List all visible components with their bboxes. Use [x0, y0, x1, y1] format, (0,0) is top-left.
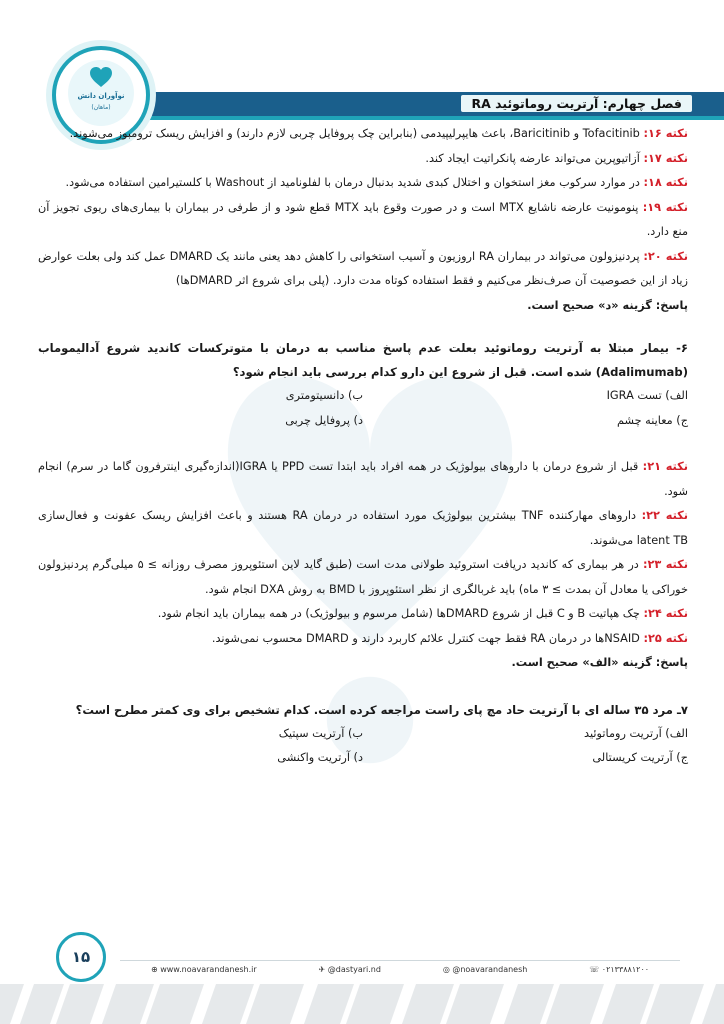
footer-contacts [120, 960, 680, 977]
option-a: الف) تست IGRA [606, 389, 688, 402]
note-text: پردنیزولون می‌تواند در بیماران RA اروزیون و آسیب استخوانی را کاهش دهد یعنی مانند یک DMARD عمل کند ولی بعلت عوارض زیاد از این خصوصیت آن صرف‌نظر می‌کنیم و فقط استفاده کوتاه مدت دارد. (پلی برای شروع اثر DMARDها) [38, 249, 688, 287]
note-label: نکته ۱۶: [643, 127, 688, 140]
question-7: ۷ـ مرد ۳۵ ساله ای با آرتریت حاد مچ پای راست مراجعه کرده است. کدام تشخیص برای وی کمتر مطرح است؟ [75, 702, 688, 717]
heart-logo-icon [89, 66, 113, 88]
note-text: در موارد سرکوب مغز استخوان و اختلال کبدی شدید بدنبال درمان با لفلوناميد از Washout با کلستیرامین استفاده می‌شود. [65, 176, 644, 189]
answer-text: پاسخ: گزینه «الف» صحیح است. [511, 656, 688, 669]
option-b: ب) آرتریت سپتیک [278, 726, 363, 740]
note-text: قبل از شروع درمان با داروهای بیولوژیک در همه افراد باید ابتدا تست PPD یا IGRA(اندازه‌گیری اینترفرون گاما در سرم) انجام شود. [38, 460, 688, 498]
note-text: پنومونیت عارضه ناشایع MTX است و در صورت وقوع باید MTX قطع شود و از طرفی در بیماران با بیماری‌های ریوی تجویز آن منع دارد. [38, 200, 688, 238]
telegram-link[interactable]: ✈ @dastyari.nd [318, 964, 381, 974]
note-23 [38, 553, 688, 602]
page-content [38, 122, 688, 771]
note-label: نکته ۲۵: [643, 631, 688, 645]
logo-text: نوآوران دانش [77, 92, 125, 100]
note-16 [38, 122, 688, 147]
note-text: داروهای مهارکننده TNF بیشترین بیولوژیک مورد استفاده در درمان RA هستند و باعث افزایش ریسک عفونت و فعال‌سازی latent TB می‌شوند. [38, 509, 688, 547]
note-label: نکته ۲۴: [643, 607, 688, 620]
phone-link[interactable]: ☏ ۰۲۱۳۳۸۸۱۲۰۰ [589, 964, 650, 974]
website-text: www.noavarandanesh.ir [160, 964, 257, 974]
note-text: آزاتیوپرین می‌تواند عارضه پانکراتیت ایجاد کند. [425, 151, 644, 165]
footer-decoration [0, 984, 724, 1024]
question-6-options [38, 384, 688, 433]
option-c: ج) معاینه چشم [616, 413, 688, 427]
website-link[interactable]: ⊕ www.noavarandanesh.ir [150, 964, 257, 974]
note-18 [38, 171, 688, 196]
option-d: د) پروفایل چربی [285, 413, 363, 427]
note-17 [38, 147, 688, 172]
note-21 [38, 455, 688, 504]
page-number: ۱۵ [56, 932, 106, 982]
note-label: نکته ۲۲: [641, 509, 688, 522]
instagram-text: @noavarandanesh [452, 964, 528, 974]
instagram-link[interactable]: ◎ @noavarandanesh [442, 964, 528, 974]
answer-text: پاسخ: گزینه «د» صحیح است. [527, 298, 688, 312]
page-header [0, 0, 724, 120]
note-label: نکته ۱۷: [643, 151, 688, 165]
note-22 [38, 504, 688, 553]
header-accent-line [150, 116, 724, 120]
question-6: ۶- بیمار مبتلا به آرتریت روماتوئید بعلت عدم پاسخ مناسب به درمان با متوترکسات کاندید شروع آدالیموماب (Adalimumab) شده است. قبل از شروع این دارو کدام بررسی باید انجام شود؟ [38, 341, 688, 379]
option-d: د) آرتریت واکنشی [277, 751, 363, 764]
option-a: الف) آرتریت روماتوئید [584, 726, 688, 740]
option-b: ب) دانسیتومتری [285, 389, 363, 402]
option-c: ج) آرتریت کریستالی [592, 751, 688, 764]
logo-subtext: (ماهان) [91, 104, 111, 111]
telegram-text: @dastyari.nd [327, 964, 381, 974]
phone-text: ۰۲۱۳۳۸۸۱۲۰۰ [601, 964, 650, 974]
note-label: نکته ۱۸: [643, 176, 688, 189]
note-text: چک هپاتیت B و C قبل از شروع DMARDها (شامل مرسوم و بیولوژیک) در همه بیماران باید انجام شود. [157, 607, 644, 620]
note-label: نکته ۲۱: [642, 460, 688, 473]
note-text: در هر بیماری که کاندید دریافت استروئید طولانی مدت است (طبق گاید لاین استئوپروز مصرف روزانه ≥ ۵ میلی‌گرم پردنیزولون خوراکی یا معادل آن بمدت ≥ ۳ ماه) باید غربالگری از نظر استئوپروز با BMD به روش DXA انجام شود. [38, 558, 688, 596]
note-24 [38, 602, 688, 627]
note-label: نکته ۲۰: [643, 249, 689, 263]
note-label: نکته ۱۹: [642, 200, 688, 214]
note-25 [38, 627, 688, 652]
note-text: NSAIDها در درمان RA فقط جهت کنترل علائم کاربرد دارند و DMARD محسوب نمی‌شوند. [211, 631, 644, 645]
note-19 [38, 196, 688, 245]
question-7-options [38, 722, 688, 771]
note-label: نکته ۲۳: [642, 558, 688, 571]
note-20 [38, 245, 688, 294]
chapter-title: فصل چهارم: آرتریت روماتوئید RA [461, 95, 692, 112]
note-text: Tofacitinib و Baricitinib، باعث هایپرلیپیدمی (بنابراین چک پروفایل چربی لازم دارند) و افزایش ریسک ترومبوز می‌شوند. [69, 127, 644, 140]
